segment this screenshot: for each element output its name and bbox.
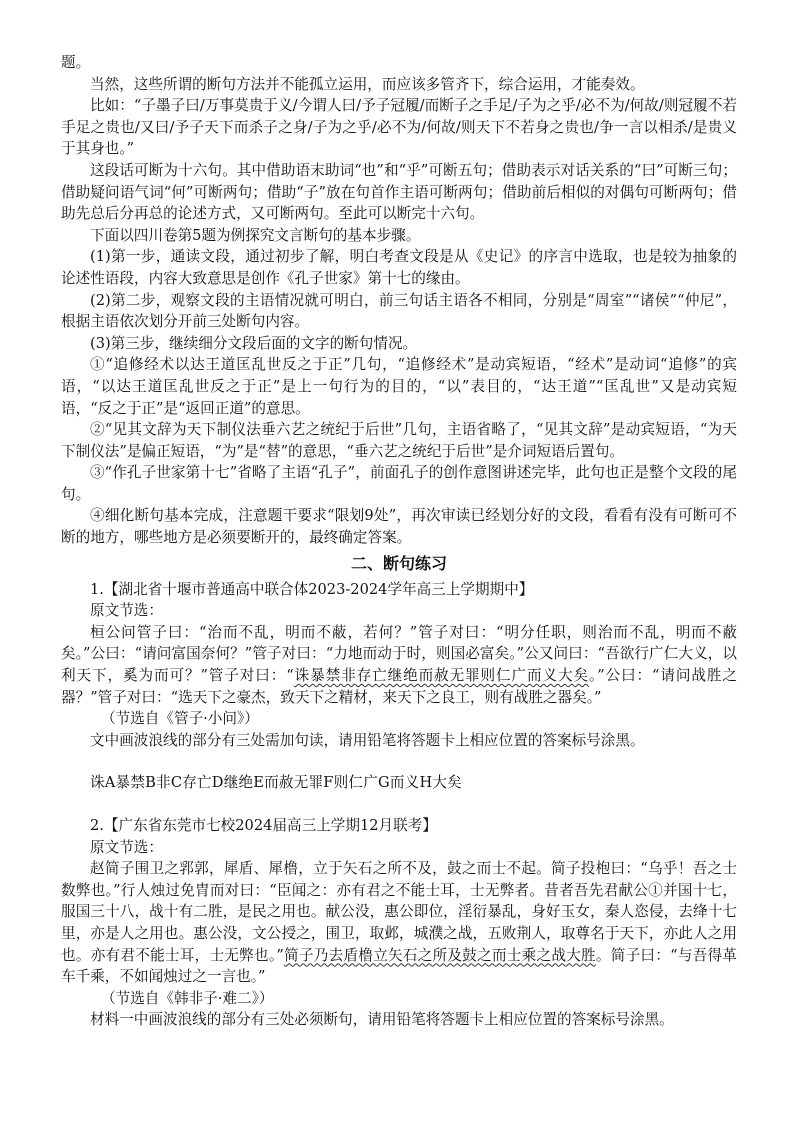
wavy-underlined-text: 简子乃去盾橹立矢石之所及鼓之而士乘之战大胜 (283, 946, 596, 964)
paragraph-steps-intro: 下面以四川卷第5题为例探究文言断句的基本步骤。 (90, 226, 421, 244)
passage-text: 。”公曰：“请问战胜之器？”管子对曰：“选天下之豪杰，致天下之精材，来天下之良工，则有战胜之器矣。” (61, 667, 737, 706)
paragraph-method-note: 当然，这些所谓的断句方法并不能孤立运用，而应该多管齐下，综合运用，才能奏效。 (90, 75, 645, 93)
question-1-passage (61, 622, 737, 708)
question-1-options: 诛A暴禁B非C存亡D继绝E而赦无罪F则仁广G而义H大矣 (90, 774, 462, 792)
passage-text: 赵简子围卫之郛郭，犀盾、犀橹，立于矢石之所不及，鼓之而士不起。简子投枹曰：“乌乎！吾之士数弊也。”行人烛过免胄而对曰：“臣闻之：亦有君之不能士耳，士无弊者。昔者吾先君献公①并国十七，服国三十八，战十有二胜，是民之用也。献公没，惠公即位，淫衍暴乱，身好玉女，秦人恣侵，去绛十七里，亦是人之用也。惠公没，文公授之，围卫，取邺，城濮之战，五败荆人，取尊名于天下，亦此人之用也。亦有君不能士耳，士无弊也。” (61, 860, 737, 964)
passage-text: 桓公问管子曰：“治而不乱，明而不蔽，若何？”管子对曰：“明分任职，则治而不乱，明而不蔽矣。”公曰：“请问富国奈何？”管子对曰：“力地而动于时，则国必富矣。”公又问曰：“吾欲行广仁大义，以利天下，奚为而可？”管子对曰：“ (61, 623, 737, 685)
question-1-title: 1.【湖北省十堰市普通高中联合体2023-2024学年高三上学期期中】 (90, 580, 534, 598)
paragraph-step-2: (2)第二步，观察文段的主语情况就可明白，前三句话主语各不相同，分别是“周室”“诸侯”“仲尼”，根据主语依次划分开前三处断句内容。 (61, 291, 737, 331)
paragraph-step-3-a: ①“追修经术以达王道匡乱世反之于正”几句，“追修经术”是动宾短语，“经术”是动词“追修”的宾语，“以达王道匡乱世反之于正”是上一句行为的目的，“以”表目的，“达王道”“匡乱世”又是动宾短语，“反之于正”是“返回正道”的意思。 (61, 356, 737, 417)
question-1-source: （节选自《管子·小问》） (101, 710, 259, 728)
question-1-instruction: 文中画波浪线的部分有三处需加句读，请用铅笔将答题卡上相应位置的答案标号涂黑。 (90, 731, 645, 749)
section-title: 二、断句练习 (350, 553, 447, 573)
paragraph-step-4: ④细化断句基本完成，注意题干要求“限划9处”，再次审读已经划分好的文段，看看有没有可断可不断的地方，哪些地方是必须要断开的，最终确定答案。 (61, 507, 737, 547)
passage-text: 。简子曰：“与吾得革车千乘，不如闻烛过之一言也。” (61, 946, 737, 986)
document-page (61, 52, 737, 1031)
paragraph-step-3: (3)第三步，继续细分文段后面的文字的断句情况。 (90, 334, 418, 352)
paragraph-analysis: 这段话可断为十六句。其中借助语末助词“也”和“乎”可断五句；借助表示对话关系的“曰”可断三句；借助疑问语气词“何”可断两句；借助“子”放在句首作主语可断两句；借助前后相似的对偶句可断两句；借助先总后分再总的论述方式，又可断两句。至此可以断完十六句。 (61, 161, 737, 223)
question-2-source: （节选自《韩非子·难二》） (101, 989, 274, 1007)
question-2-intro: 原文节选： (90, 838, 163, 856)
paragraph-step-3-c: ③“作孔子世家第十七”省略了主语“孔子”，前面孔子的创作意图讲述完毕，此句也正是整个文段的尾句。 (61, 464, 737, 503)
paragraph-example: 比如：“子墨子曰/万事莫贵于义/今谓人曰/予子冠履/而断子之手足/子为之乎/必不为/何故/则冠履不若手足之贵也/又曰/予子天下而杀子之身/子为之乎/必不为/何故/则天下不若身之贵也/争一言以相杀/是贵义于其身也。” (61, 97, 737, 158)
paragraph-step-1: (1)第一步，通读文段，通过初步了解，明白考查文段是从《史记》的序言中选取，也是较为抽象的论述性语段，内容大致意思是创作《孔子世家》第十七的缘由。 (61, 248, 737, 287)
question-1-intro: 原文节选： (90, 602, 163, 620)
wavy-underlined-text: 诛暴禁非存亡继绝而赦无罪则仁广而义大矣 (293, 667, 590, 685)
question-2-instruction: 材料一中画波浪线的部分有三处必须断句，请用铅笔将答题卡上相应位置的答案标号涂黑。 (90, 1011, 674, 1029)
question-2-title: 2.【广东省东莞市七校2024届高三上学期12月联考】 (90, 817, 437, 834)
question-2-passage (61, 858, 737, 988)
paragraph-step-3-b: ②“见其文辞为天下制仪法垂六艺之统纪于后世”几句，主语省略了，“见其文辞”是动宾短语，“为天下制仪法”是偏正短语，“为”是“替”的意思，“垂六艺之统纪于后世”是介词短语后置句。 (61, 421, 737, 460)
paragraph-tail: 题。 (61, 54, 91, 71)
